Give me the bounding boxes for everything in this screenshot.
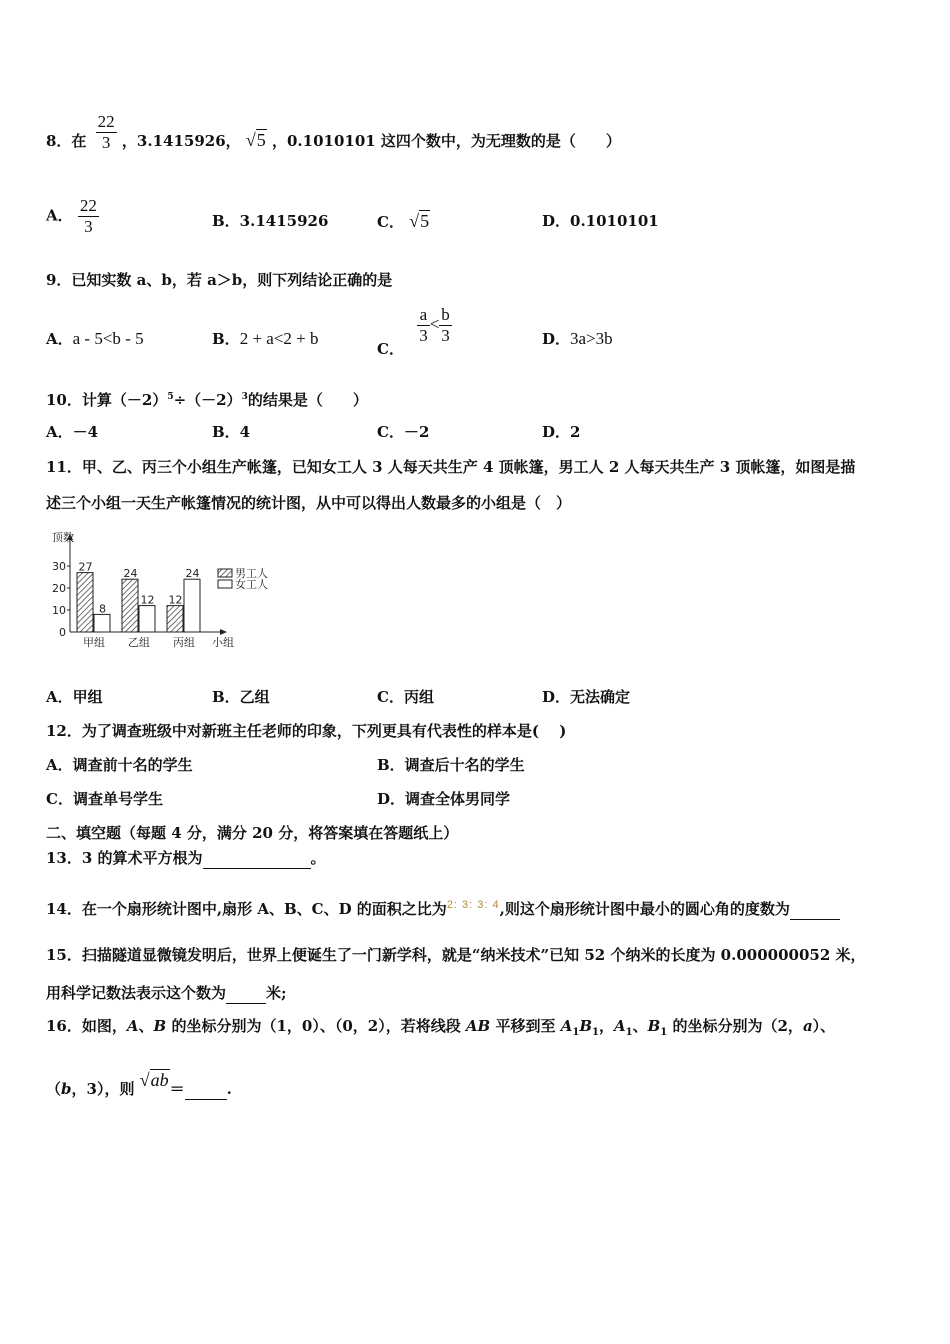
q8-option-b[interactable]: B．3.1415926 (212, 212, 329, 230)
section-heading: 二、填空题（每题 4 分，满分 20 分，将答案填在答题纸上） (46, 824, 459, 842)
x-axis-arrow (220, 629, 227, 635)
question-10 (46, 387, 368, 410)
question-12: 12．为了调查班级中对新班主任老师的印象，下列更具有代表性的样本是( ) (46, 722, 567, 740)
q14-text-1: 14．在一个扇形统计图中,扇形 A、B、C、D 的面积之比为 (46, 900, 447, 918)
ratio-image: 2: 3: 3: 4 (446, 899, 500, 911)
q13-text: 13．3 的算术平方根为 (46, 849, 203, 867)
q12-option-a[interactable]: A．调查前十名的学生 (46, 756, 193, 774)
category-label: 甲组 (83, 636, 105, 649)
y-tick-label: 20 (52, 582, 66, 595)
denominator: 3 (441, 326, 450, 345)
var-A1: A (560, 1017, 573, 1035)
subscript: 1 (592, 1027, 599, 1038)
fraction-22-over-3 (78, 196, 99, 237)
q10-option-b[interactable]: B．4 (212, 423, 251, 441)
question-16-line-1 (46, 1016, 835, 1043)
less-than: < (429, 314, 440, 334)
bar-male (122, 579, 138, 632)
var-A: A (126, 1017, 139, 1035)
sqrt-5: √5 (245, 130, 266, 150)
q8-mid-text: ，3.1415926， (121, 132, 241, 150)
exponent: 3 (241, 392, 248, 402)
fraction-22-over-3 (96, 112, 117, 153)
numerator: 22 (97, 112, 115, 131)
numerator: a (417, 305, 430, 326)
question-8 (46, 112, 621, 153)
y-tick-label: 30 (52, 560, 66, 573)
q12-option-b[interactable]: B．调查后十名的学生 (377, 756, 525, 774)
var-B: B (153, 1017, 167, 1035)
q16-text: 16．如图， (46, 1017, 127, 1035)
numerator: 22 (79, 196, 97, 215)
answer-blank[interactable] (185, 1079, 227, 1100)
q15-end: 米; (266, 984, 287, 1002)
q16-text: 的坐标分别为（1，0）、（0，2），若将线段 (166, 1017, 466, 1035)
q16-text: 的坐标分别为（2， (667, 1017, 803, 1035)
q9-option-d[interactable] (542, 329, 613, 349)
q16-text: ， (598, 1017, 614, 1035)
q10-text-1: 10．计算（－2） (46, 391, 168, 409)
q9-option-c[interactable] (377, 305, 452, 358)
q16-text: 、 (632, 1017, 648, 1035)
answer-blank[interactable] (203, 848, 311, 869)
option-label: A． (46, 206, 73, 225)
question-9: 9．已知实数 a、b，若 a＞b，则下列结论正确的是 (46, 271, 393, 289)
q13-end: 。 (310, 849, 326, 867)
question-14 (46, 895, 840, 920)
subscript: 1 (625, 1027, 633, 1038)
data-label: 12 (140, 593, 155, 607)
data-label: 24 (123, 567, 138, 581)
var-b: b (61, 1080, 72, 1098)
answer-blank[interactable] (790, 899, 840, 920)
option-label: B． (212, 330, 240, 348)
y-tick-label: 10 (52, 604, 66, 617)
sqrt-ab: √ab (139, 1070, 169, 1090)
q12-option-d[interactable]: D．调查全体男同学 (377, 790, 511, 808)
data-label: 12 (168, 593, 183, 607)
fraction-b-over-3 (439, 305, 452, 346)
fraction-a-over-3 (417, 305, 430, 346)
expression: 3a>3b (570, 329, 613, 348)
question-11-line-1: 11．甲、乙、丙三个小组生产帐篷，已知女工人 3 人每天共生产 4 顶帐篷，男工人 2 人每天共生产 3 顶帐篷，如图是描 (46, 458, 856, 476)
subscript: 1 (572, 1027, 580, 1038)
legend-swatch (218, 569, 232, 577)
data-label: 8 (99, 602, 106, 616)
var-B1: B (647, 1017, 661, 1035)
bar-male (167, 606, 183, 632)
q10-option-c[interactable]: C．－2 (377, 423, 430, 441)
option-label: C． (377, 213, 404, 231)
q8-option-a[interactable] (46, 196, 99, 237)
q9-option-b[interactable] (212, 329, 319, 349)
q11-option-a[interactable]: A．甲组 (46, 688, 103, 706)
denominator: 3 (419, 326, 428, 345)
q15-text: 用科学记数法表示这个数为 (46, 984, 227, 1002)
data-label: 27 (78, 560, 93, 574)
exponent: 5 (167, 392, 174, 402)
equals: ＝ (169, 1080, 185, 1098)
q16-text: ，3），则 (71, 1080, 140, 1098)
q10-option-d[interactable]: D．2 (542, 423, 581, 441)
q16-end: . (226, 1080, 232, 1098)
segment-AB: AB (465, 1017, 491, 1035)
expression: a - 5<b - 5 (72, 329, 144, 348)
data-label: 24 (185, 567, 200, 581)
q8-option-d[interactable]: D．0.1010101 (542, 212, 659, 230)
bar-chart (44, 526, 304, 656)
radicand: 5 (420, 211, 430, 231)
bar-male (77, 573, 93, 632)
x-axis-label: 小组 (212, 636, 234, 649)
radicand: ab (150, 1070, 169, 1090)
question-11-line-2: 述三个小组一天生产帐篷情况的统计图，从中可以得出人数最多的小组是（ ） (46, 494, 572, 512)
numerator: b (441, 305, 450, 324)
expression: 2 + a<2 + b (239, 329, 319, 348)
category-label: 乙组 (128, 636, 150, 649)
y-tick-label: 0 (59, 626, 66, 639)
option-label: C． (377, 339, 404, 358)
denominator: 3 (84, 217, 93, 236)
category-label: 丙组 (173, 636, 195, 649)
bar-female (139, 606, 155, 632)
y-axis-label: 顶数 (52, 531, 74, 544)
q8-tail-text: ，0.1010101 这四个数中，为无理数的是（ ） (271, 132, 621, 150)
q9-option-a[interactable] (46, 329, 144, 349)
q10-text-3: 的结果是（ ） (247, 391, 368, 409)
sep: 、 (138, 1017, 154, 1035)
denominator: 3 (101, 133, 111, 152)
q10-option-a[interactable]: A．－4 (46, 423, 99, 441)
sqrt-5: √5 (409, 211, 430, 231)
radicand: 5 (256, 130, 266, 150)
legend-label: 男工人 (235, 567, 268, 580)
bar-female (94, 614, 110, 632)
q12-option-c[interactable]: C．调查单号学生 (46, 790, 163, 808)
var-a: a (802, 1017, 813, 1035)
var-A1: A (613, 1017, 626, 1035)
answer-blank[interactable] (226, 983, 266, 1004)
q10-text-2: ÷（－2） (173, 391, 242, 409)
q14-text-2: ,则这个扇形统计图中最小的圆心角的度数为 (499, 900, 790, 918)
question-16-line-2 (46, 1070, 232, 1100)
q16-text: 平移到至 (490, 1017, 561, 1035)
question-15-line-1: 15．扫描隧道显微镜发明后，世界上便诞生了一门新学科，就是“纳米技术”已知 52 个纳米的长度为 0.000000052 米， (46, 946, 866, 964)
option-label: A． (46, 330, 73, 348)
var-B1: B (579, 1017, 592, 1035)
q11-option-d[interactable]: D．无法确定 (542, 688, 631, 706)
q8-number: 8．在 (46, 132, 87, 150)
q8-option-c[interactable] (377, 211, 430, 232)
q16-text: ）、 (812, 1017, 836, 1035)
question-13 (46, 848, 326, 869)
question-15-line-2 (46, 983, 287, 1004)
legend-label: 女工人 (235, 578, 268, 591)
subscript: 1 (660, 1027, 668, 1038)
q11-option-c[interactable]: C．丙组 (377, 688, 434, 706)
bar-female (184, 579, 200, 632)
legend-swatch (218, 580, 232, 588)
q16-text: （ (46, 1080, 62, 1098)
q11-option-b[interactable]: B．乙组 (212, 688, 270, 706)
option-label: D． (542, 330, 571, 348)
